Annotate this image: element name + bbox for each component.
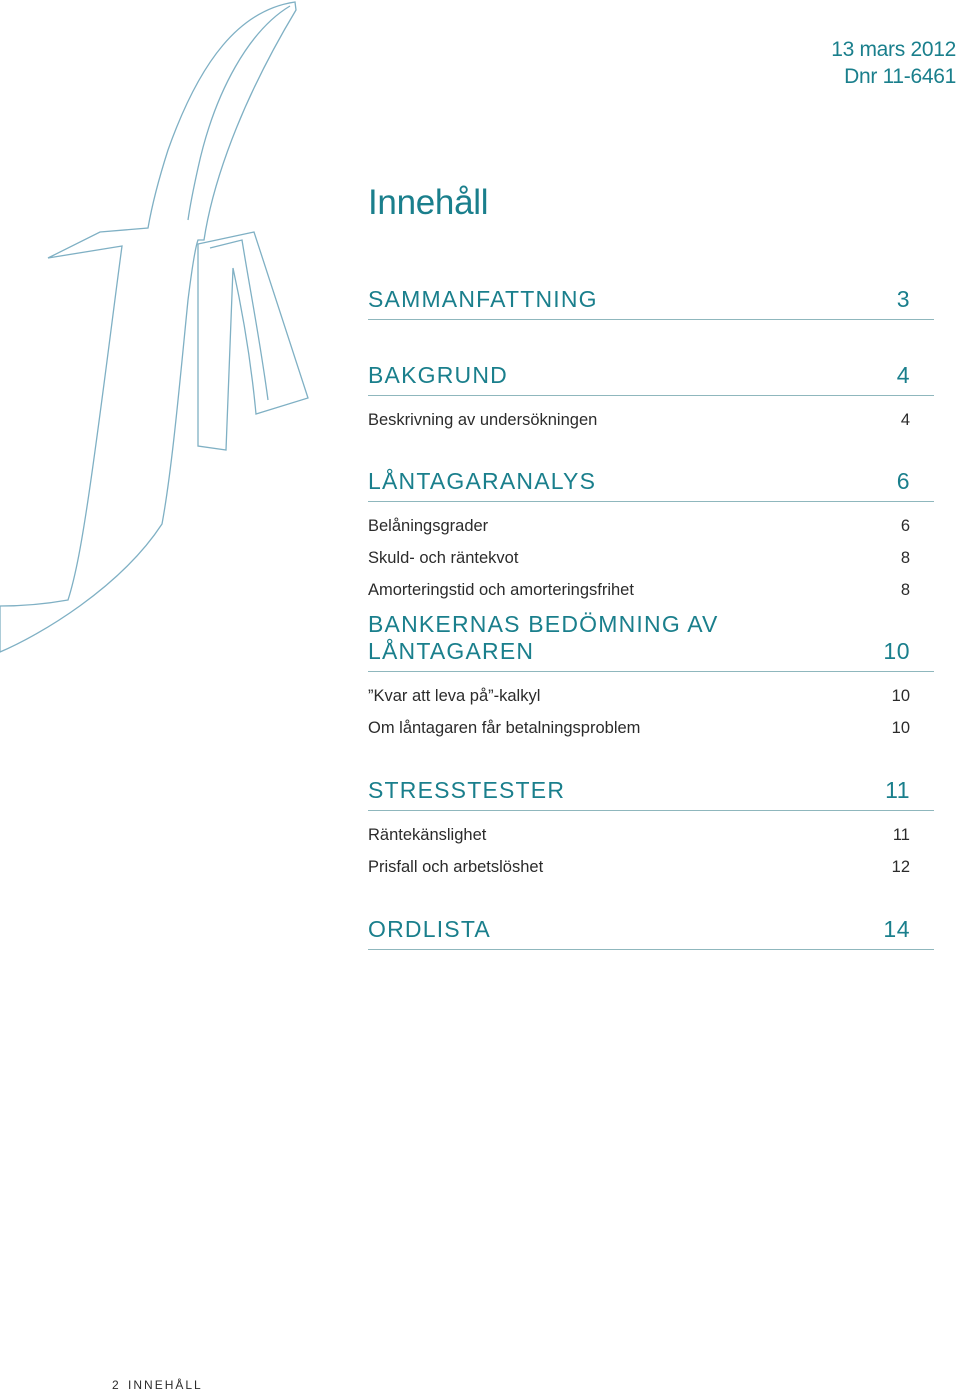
toc-entry-title: Prisfall och arbetslöshet [368, 858, 544, 876]
toc-entry-page: 4 [900, 411, 910, 429]
toc-section[interactable] [368, 280, 934, 320]
toc-section-page: 3 [896, 286, 910, 312]
toc-entry-title: Räntekänslighet [368, 826, 487, 844]
toc-entry-title: Skuld- och räntekvot [368, 549, 519, 567]
toc-entry-page: 10 [891, 719, 910, 737]
document-meta [831, 36, 956, 90]
toc-section-title: BANKERNAS BEDÖMNING AV LÅNTAGAREN [368, 611, 719, 664]
toc-entry[interactable] [368, 574, 934, 606]
footer-page-number: 2 [112, 1378, 119, 1392]
toc-section-title: ORDLISTA [368, 916, 491, 942]
toc-section-page: 14 [883, 916, 910, 942]
toc-entry-title: Belåningsgrader [368, 517, 489, 535]
toc-entry-title: Om låntagaren får betalningsproblem [368, 719, 641, 737]
toc-entry[interactable] [368, 851, 934, 883]
toc-section-heading[interactable] [368, 611, 934, 672]
toc-entry-page: 6 [900, 517, 910, 535]
toc-title: Innehåll [368, 183, 489, 222]
toc-section-heading[interactable] [368, 462, 934, 502]
toc-section-page: 10 [883, 638, 910, 664]
toc-section-heading[interactable] [368, 771, 934, 811]
document-number: Dnr 11-6461 [844, 65, 956, 88]
toc-section-title: SAMMANFATTNING [368, 286, 598, 312]
toc-entry[interactable] [368, 712, 934, 744]
toc-section-page: 6 [896, 468, 910, 494]
toc-entry[interactable] [368, 510, 934, 542]
page-footer [112, 1378, 203, 1392]
toc-section-heading[interactable] [368, 280, 934, 320]
toc-section-title: LÅNTAGARANALYS [368, 468, 597, 494]
toc-section[interactable] [368, 771, 934, 883]
toc-section-heading[interactable] [368, 910, 934, 950]
toc-section[interactable] [368, 611, 934, 744]
toc-entry[interactable] [368, 542, 934, 574]
toc-entry-title: Amorteringstid och amorteringsfrihet [368, 581, 634, 599]
toc-section[interactable] [368, 462, 934, 606]
toc-section-title: BAKGRUND [368, 362, 508, 388]
toc-entry-title: ”Kvar att leva på”-kalkyl [368, 687, 541, 705]
toc-section-page: 4 [896, 362, 910, 388]
toc-entry-page: 12 [891, 858, 910, 876]
toc-entry[interactable] [368, 819, 934, 851]
toc-section-heading[interactable] [368, 356, 934, 396]
toc-section-page: 11 [885, 777, 910, 803]
toc-entry[interactable] [368, 680, 934, 712]
toc-entry-page: 8 [900, 581, 910, 599]
toc-entry[interactable] [368, 404, 934, 436]
toc-section[interactable] [368, 910, 934, 950]
footer-label: INNEHÅLL [128, 1378, 203, 1392]
toc-entry-title: Beskrivning av undersökningen [368, 411, 598, 429]
toc-entry-page: 11 [892, 826, 910, 844]
toc-entry-page: 8 [900, 549, 910, 567]
toc-entry-page: 10 [891, 687, 910, 705]
fi-logo-icon [0, 0, 320, 660]
document-date: 13 mars 2012 [831, 38, 956, 61]
toc-section-title: STRESSTESTER [368, 777, 566, 803]
toc-section[interactable] [368, 356, 934, 436]
